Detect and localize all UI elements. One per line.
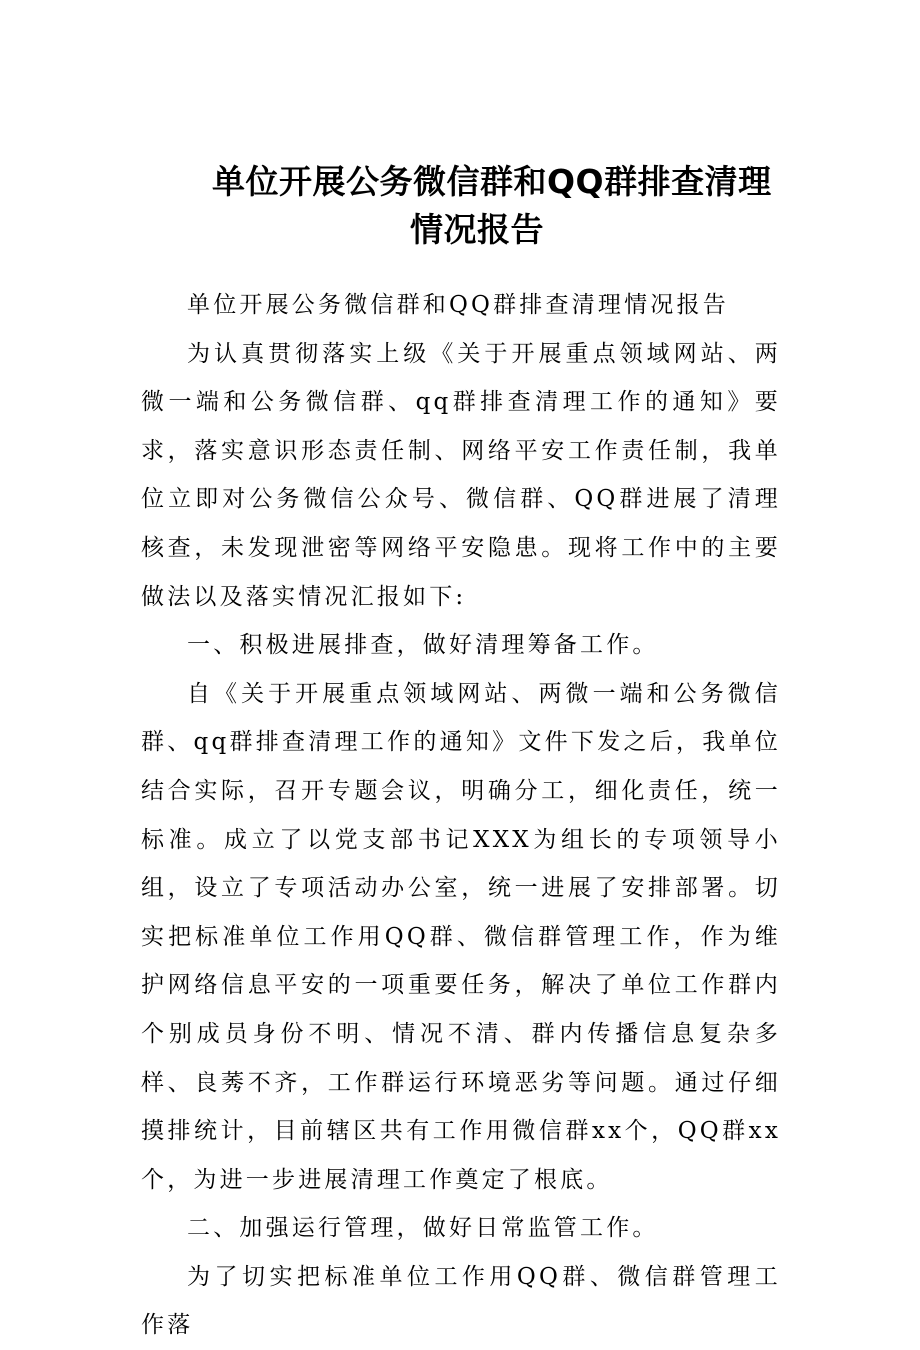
paragraph-section-2: 为了切实把标准单位工作用QQ群、微信群管理工作落 bbox=[141, 1263, 781, 1339]
title-line-2: 情况报告 bbox=[410, 210, 544, 249]
section-heading-1: 一、积极进展排查，做好清理筹备工作。 bbox=[187, 632, 659, 659]
paragraph-intro: 为认真贯彻落实上级《关于开展重点领域网站、两微一端和公务微信群、qq群排查清理工作的通知》要求，落实意识形态责任制、网络平安工作责任制，我单位立即对公务微信公众号、微信群、QQ群进展了清理核查，未发现泄密等网络平安隐患。现将工作中的主要做法以及落实情况汇报如下: bbox=[141, 340, 781, 610]
section-heading-2: 二、加强运行管理，做好日常监管工作。 bbox=[187, 1215, 659, 1242]
title-line-1: 单位开展公务微信群和QQ群排查清理 bbox=[212, 162, 772, 201]
paragraph-section-1: 自《关于开展重点领域网站、两微一端和公务微信群、qq群排查清理工作的通知》文件下发之后，我单位结合实际，召开专题会议，明确分工，细化责任，统一标准。成立了以党支部书记XXX为组长的专项领导小组，设立了专项活动办公室，统一进展了安排部署。切实把标准单位工作用QQ群、微信群管理工作，作为维护网络信息平安的一项重要任务，解决了单位工作群内个别成员身份不明、情况不清、群内传播信息复杂多样、良莠不齐，工作群运行环境恶劣等问题。通过仔细摸排统计，目前辖区共有工作用微信群xx个，QQ群xx个，为进一步进展清理工作奠定了根底。 bbox=[141, 680, 781, 1193]
paragraph-subtitle: 单位开展公务微信群和QQ群排查清理情况报告 bbox=[187, 292, 729, 318]
document-body bbox=[141, 281, 781, 1350]
document-title bbox=[140, 158, 820, 254]
